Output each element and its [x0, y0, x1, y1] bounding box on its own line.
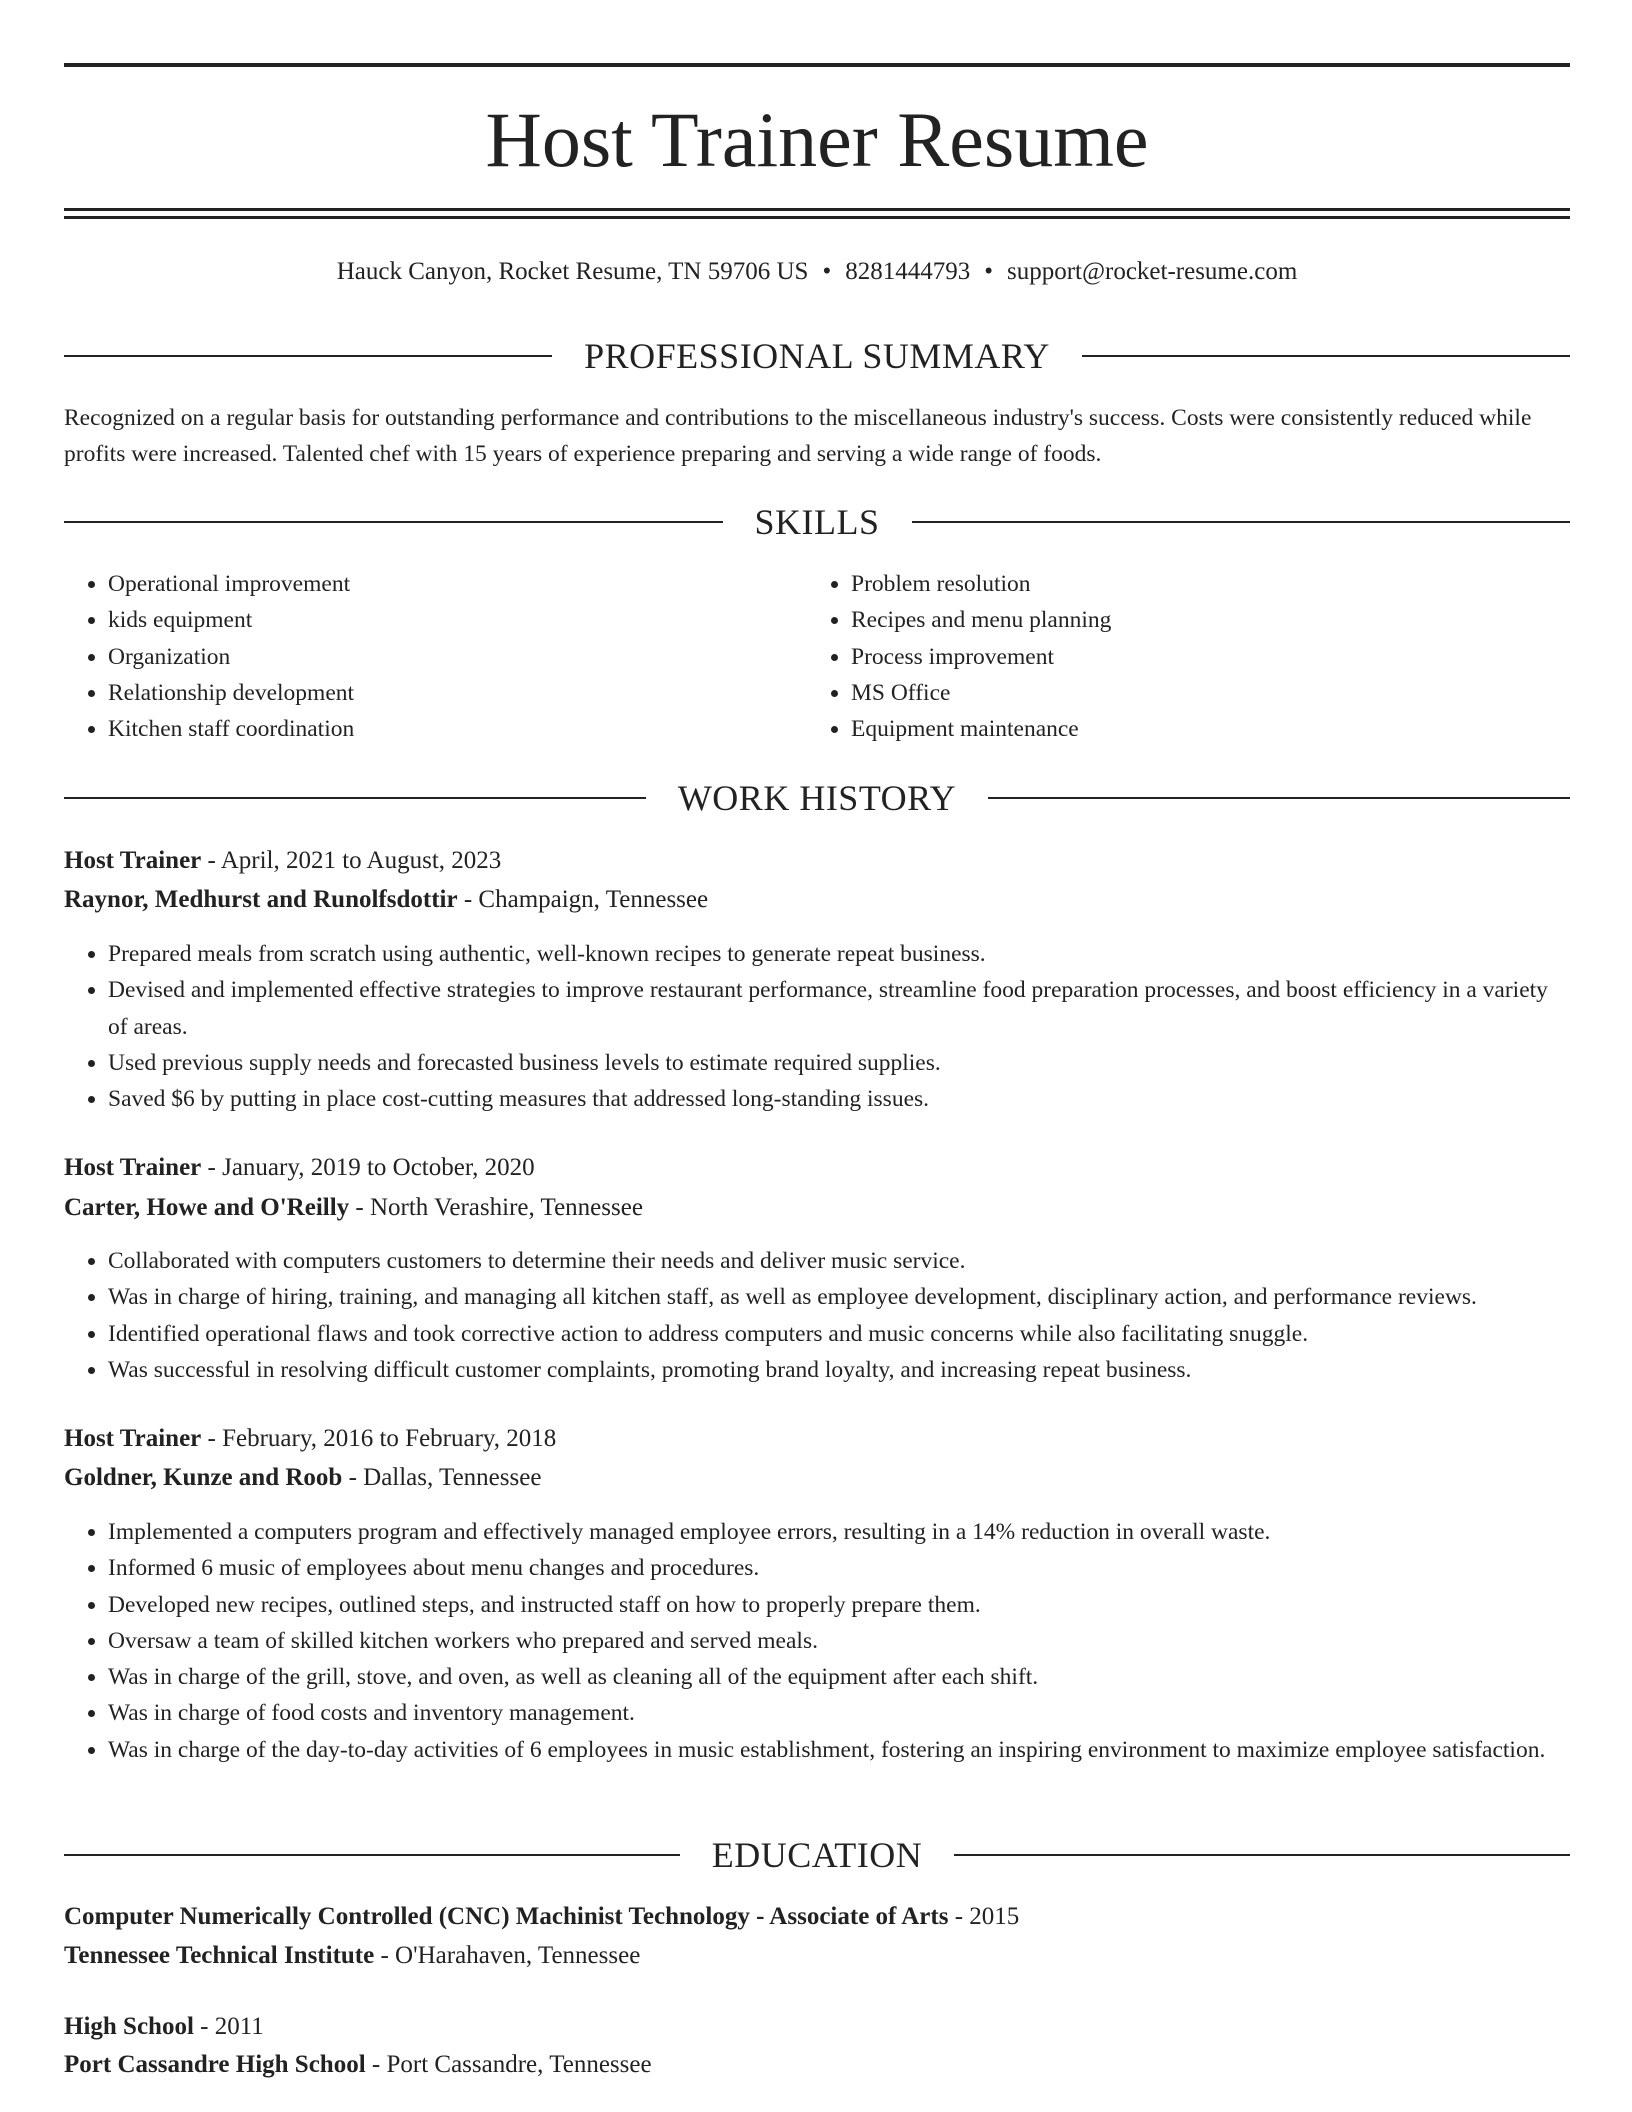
- job-company: Carter, Howe and O'Reilly: [64, 1194, 350, 1221]
- title-rule-upper: [64, 208, 1570, 211]
- job-bullet: • Oversaw a team of skilled kitchen workers who prepared and served meals.: [108, 1623, 1570, 1659]
- section-header-summary: [64, 334, 1570, 378]
- job-location: - Dallas, Tennessee: [342, 1464, 542, 1491]
- section-title: WORK HISTORY: [677, 778, 957, 818]
- job-bullet: • Collaborated with computers customers to determine their needs and deliver music service.: [108, 1243, 1570, 1279]
- job-company: Raynor, Medhurst and Runolfsdottir: [64, 886, 458, 913]
- job-bullet: • Saved $6 by putting in place cost-cutting measures that addressed long-standing issues.: [108, 1081, 1570, 1117]
- job-title-line: [64, 1421, 1570, 1457]
- job-company: Goldner, Kunze and Roob: [64, 1464, 343, 1491]
- skill-item: • MS Office: [851, 675, 1551, 711]
- education-degree-line: [64, 1899, 1570, 1935]
- skill-item: • Equipment maintenance: [851, 711, 1551, 747]
- job-title: Host Trainer: [64, 847, 202, 874]
- education-location: - Port Cassandre, Tennessee: [365, 2051, 652, 2078]
- job-bullets: [64, 1243, 1570, 1388]
- skill-item: • Relationship development: [108, 675, 808, 711]
- section-rule: [64, 797, 646, 799]
- section-title: EDUCATION: [711, 1835, 923, 1875]
- education-location: - O'Harahaven, Tennessee: [374, 1942, 641, 1969]
- job-company-line: [64, 1460, 1570, 1496]
- resume-title: Host Trainer Resume: [485, 96, 1149, 183]
- education-degree: High School: [64, 2013, 194, 2040]
- job-title: Host Trainer: [64, 1154, 202, 1181]
- summary-text: Recognized on a regular basis for outstanding performance and contributions to the miscellaneous industry's success. Costs were consistently reduced while profits were increased. Talented chef with 15 years of experience preparing and serving a wide range of foods.: [64, 405, 1532, 467]
- job-title: Host Trainer: [64, 1425, 202, 1452]
- job-bullet: • Used previous supply needs and forecasted business levels to estimate required supplies.: [108, 1045, 1570, 1081]
- job-bullet: • Prepared meals from scratch using authentic, well-known recipes to generate repeat business.: [108, 936, 1570, 972]
- job-bullet: • Was successful in resolving difficult customer complaints, promoting brand loyalty, and increasing repeat business.: [108, 1352, 1570, 1388]
- job-bullet: • Was in charge of food costs and inventory management.: [108, 1695, 1570, 1731]
- skills-list-right: [807, 566, 1551, 747]
- section-rule: [64, 1854, 680, 1856]
- job-bullet: • Devised and implemented effective strategies to improve restaurant performance, streamline food preparation processes, and boost efficiency in a variety of areas.: [108, 972, 1570, 1045]
- job-bullet: • Was in charge of the day-to-day activities of 6 employees in music establishment, fostering an inspiring environment to maximize employee satisfaction.: [108, 1732, 1570, 1768]
- skill-item: • Kitchen staff coordination: [108, 711, 808, 747]
- education-school-line: [64, 2047, 1570, 2083]
- section-rule: [954, 1854, 1570, 1856]
- section-rule: [64, 521, 723, 523]
- job-location: - Champaign, Tennessee: [457, 886, 709, 913]
- section-rule: [988, 797, 1570, 799]
- skill-item: • kids equipment: [108, 602, 808, 638]
- education-school: Port Cassandre High School: [64, 2051, 366, 2078]
- skill-item: • Process improvement: [851, 639, 1551, 675]
- title-rule-lower: [64, 216, 1570, 219]
- job-company-line: [64, 882, 1570, 918]
- job-dates: - April, 2021 to August, 2023: [201, 847, 502, 874]
- job-bullet: • Was in charge of hiring, training, and managing all kitchen staff, as well as employee development, disciplinary action, and performance reviews.: [108, 1279, 1570, 1315]
- contact-line: [64, 255, 1570, 289]
- contact-email: support@rocket-resume.com: [1006, 258, 1298, 285]
- contact-address: Hauck Canyon, Rocket Resume, TN 59706 US: [336, 258, 809, 285]
- education-degree: Computer Numerically Controlled (CNC) Machinist Technology - Associate of Arts: [64, 1903, 949, 1930]
- job-bullets: [64, 1514, 1570, 1768]
- section-header-education: [64, 1833, 1570, 1877]
- job-bullet: • Developed new recipes, outlined steps, and instructed staff on how to properly prepare them.: [108, 1587, 1570, 1623]
- job-location: - North Verashire, Tennessee: [349, 1194, 643, 1221]
- skills-list-left: [64, 566, 808, 747]
- section-title: PROFESSIONAL SUMMARY: [584, 336, 1050, 376]
- job-bullet: • Identified operational flaws and took corrective action to address computers and music concerns while also facilitating snuggle.: [108, 1316, 1570, 1352]
- job-bullets: [64, 936, 1570, 1117]
- skill-item: • Operational improvement: [108, 566, 808, 602]
- section-rule: [1082, 355, 1570, 357]
- job-bullet: • Was in charge of the grill, stove, and oven, as well as cleaning all of the equipment after each shift.: [108, 1659, 1570, 1695]
- section-title: SKILLS: [754, 502, 880, 542]
- contact-separator: •: [984, 258, 993, 285]
- education-school: Tennessee Technical Institute: [64, 1942, 375, 1969]
- education-degree-line: [64, 2009, 1570, 2045]
- contact-separator: •: [822, 258, 832, 285]
- top-rule: [64, 63, 1570, 67]
- section-header-skills: [64, 500, 1570, 544]
- education-year: - 2011: [193, 2013, 264, 2040]
- job-dates: - February, 2016 to February, 2018: [201, 1425, 557, 1452]
- job-dates: - January, 2019 to October, 2020: [201, 1154, 535, 1181]
- job-company-line: [64, 1190, 1570, 1226]
- section-header-work: [64, 776, 1570, 820]
- job-bullet: • Informed 6 music of employees about menu changes and procedures.: [108, 1550, 1570, 1586]
- contact-phone: 8281444793: [845, 258, 971, 285]
- job-bullet: • Implemented a computers program and effectively managed employee errors, resulting in a 14% reduction in overall waste.: [108, 1514, 1570, 1550]
- job-title-line: [64, 843, 1570, 879]
- section-rule: [912, 521, 1571, 523]
- skill-item: • Organization: [108, 639, 808, 675]
- job-title-line: [64, 1150, 1570, 1186]
- section-rule: [64, 355, 552, 357]
- skill-item: • Problem resolution: [851, 566, 1551, 602]
- skill-item: • Recipes and menu planning: [851, 602, 1551, 638]
- education-school-line: [64, 1938, 1570, 1974]
- education-year: - 2015: [948, 1903, 1020, 1930]
